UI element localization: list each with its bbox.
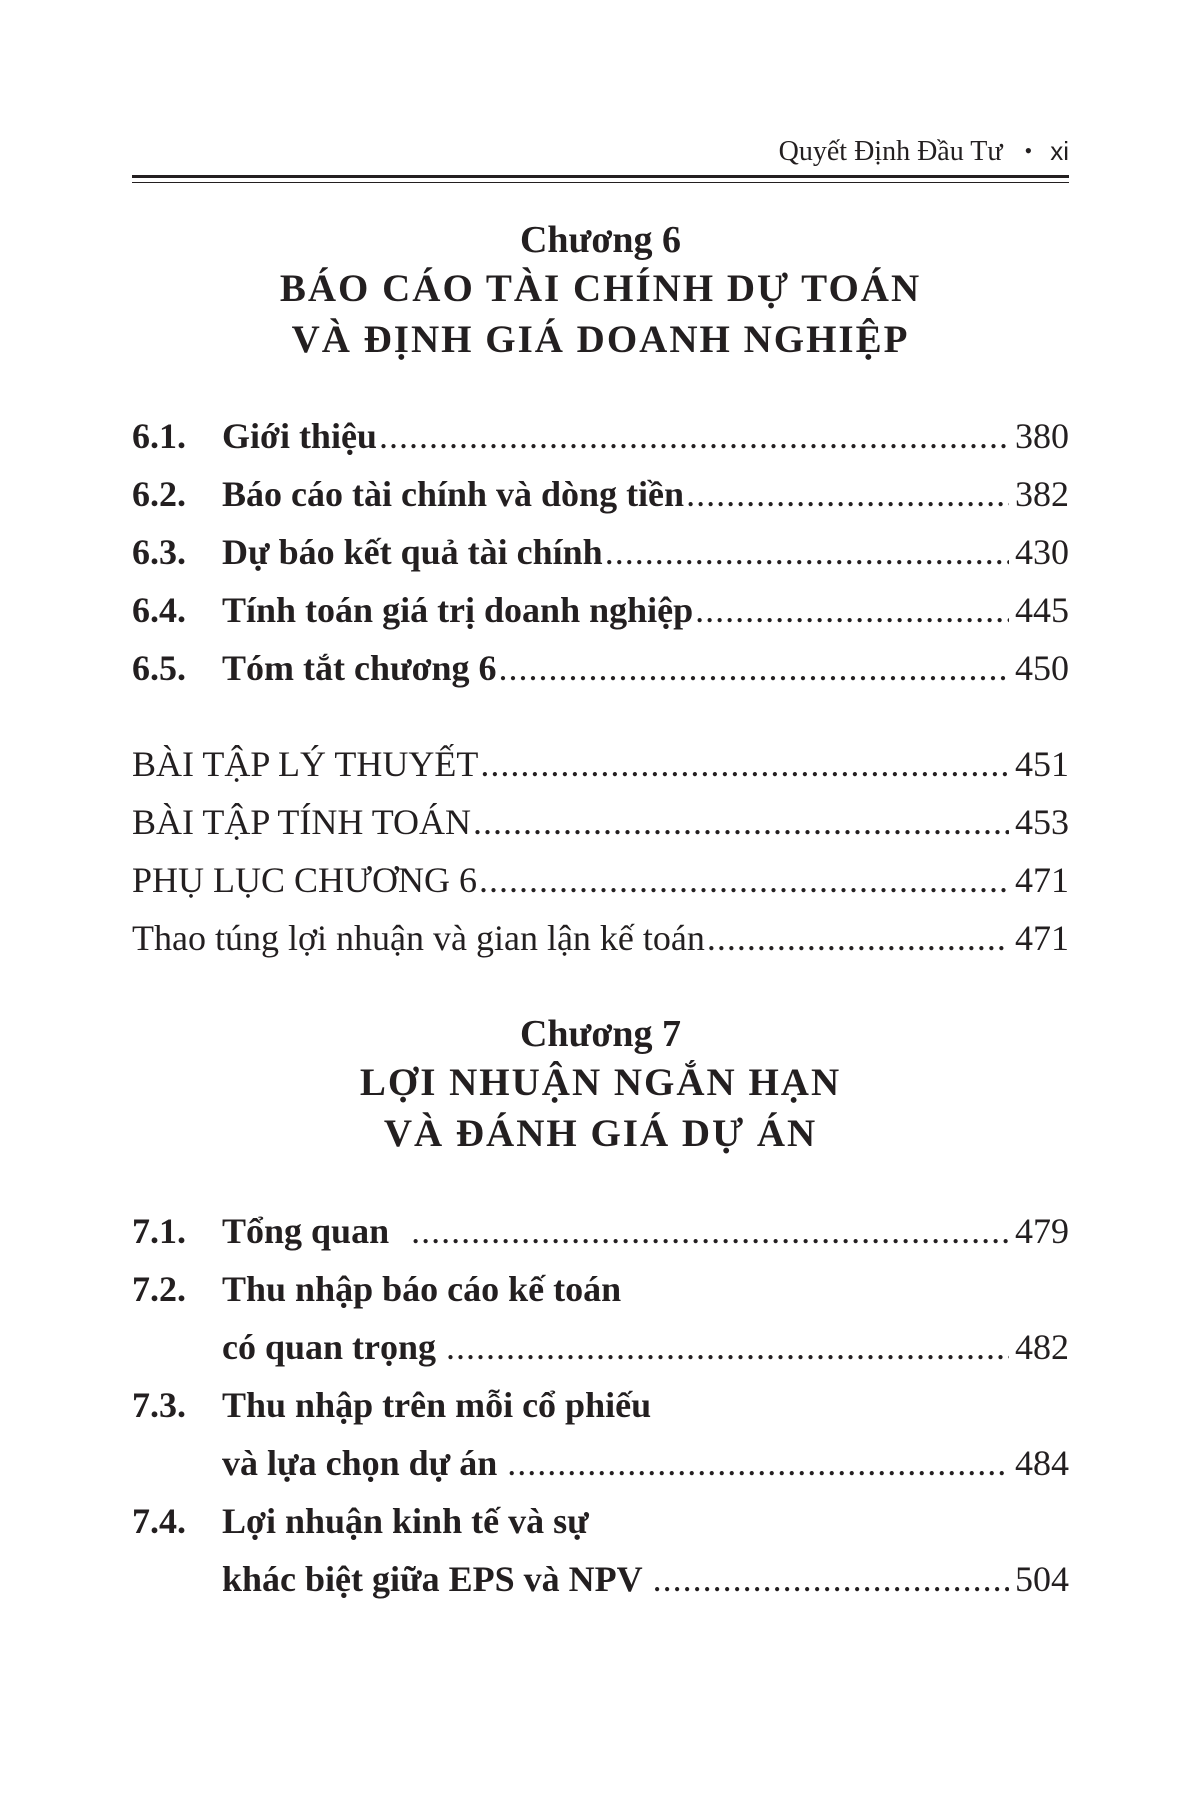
section-page: 479	[1015, 1211, 1069, 1251]
section-title: Tổng quan	[222, 1211, 390, 1251]
toc-entry-6-4[interactable]	[132, 587, 1069, 633]
toc-entry-theory-exercises[interactable]	[132, 741, 1069, 787]
section-number: 6.5.	[132, 648, 186, 688]
section-title-line-2: khác biệt giữa EPS và NPV	[222, 1559, 643, 1599]
section-page: 482	[1015, 1327, 1069, 1367]
toc-entry-calculation-exercises[interactable]	[132, 799, 1069, 845]
chapter-7-title-line-2: VÀ ĐÁNH GIÁ DỰ ÁN	[383, 1112, 818, 1155]
toc-entry-earnings-manipulation[interactable]	[132, 915, 1069, 961]
toc-entry-7-4-line-2[interactable]	[132, 1556, 1069, 1602]
section-title-line-2: và lựa chọn dự án	[222, 1443, 498, 1483]
entry-title: BÀI TẬP TÍNH TOÁN	[132, 802, 472, 842]
dot-leader	[499, 645, 1009, 691]
toc-entry-7-2-line-1[interactable]	[132, 1266, 1069, 1312]
section-page: 450	[1015, 648, 1069, 688]
toc-entry-7-3-line-1[interactable]	[132, 1382, 1069, 1428]
section-page: 382	[1015, 474, 1069, 514]
page-number: xi	[1050, 136, 1069, 166]
dot-leader	[605, 529, 1009, 575]
dot-leader	[686, 471, 1009, 517]
dot-leader	[446, 1324, 1009, 1370]
section-title: Tính toán giá trị doanh nghiệp	[222, 590, 694, 630]
section-number: 6.3.	[132, 532, 186, 572]
section-number: 6.4.	[132, 590, 186, 630]
book-page	[132, 0, 1069, 1801]
entry-page: 471	[1015, 860, 1069, 900]
section-number: 6.2.	[132, 474, 186, 514]
dot-leader	[480, 741, 1009, 787]
section-title-line-2: có quan trọng	[222, 1327, 437, 1367]
entry-title: PHỤ LỤC CHƯƠNG 6	[132, 860, 477, 900]
section-title-line-1: Lợi nhuận kinh tế và sự	[222, 1501, 589, 1541]
chapter-7-label: Chương 7	[519, 1013, 682, 1055]
section-number: 7.4.	[132, 1501, 186, 1541]
toc-entry-6-1[interactable]	[132, 413, 1069, 459]
section-page: 484	[1015, 1443, 1069, 1483]
section-number: 6.1.	[132, 416, 186, 456]
section-title: Giới thiệu	[222, 416, 377, 456]
header-rule-thick	[132, 175, 1069, 178]
entry-page: 453	[1015, 802, 1069, 842]
section-page: 430	[1015, 532, 1069, 572]
toc-entry-7-3-line-2[interactable]	[132, 1440, 1069, 1486]
entry-page: 471	[1015, 918, 1069, 958]
section-title-line-1: Thu nhập báo cáo kế toán	[222, 1269, 622, 1309]
toc-entry-6-2[interactable]	[132, 471, 1069, 517]
chapter-6-title-line-1: BÁO CÁO TÀI CHÍNH DỰ TOÁN	[279, 267, 922, 310]
section-title: Tóm tắt chương 6	[222, 648, 497, 688]
dot-leader	[411, 1208, 1009, 1254]
entry-title: BÀI TẬP LÝ THUYẾT	[132, 744, 479, 784]
section-number: 7.3.	[132, 1385, 186, 1425]
section-number: 7.2.	[132, 1269, 186, 1309]
running-header	[779, 136, 1069, 168]
toc-entry-7-1[interactable]	[132, 1208, 1069, 1254]
section-page: 504	[1015, 1559, 1069, 1599]
dot-leader	[695, 587, 1009, 633]
chapter-7-title-line-1: LỢI NHUẬN NGẮN HẠN	[359, 1061, 842, 1104]
dot-leader	[707, 915, 1009, 961]
section-title: Báo cáo tài chính và dòng tiền	[222, 474, 685, 514]
chapter-7-title	[132, 1057, 1069, 1159]
entry-title: Thao túng lợi nhuận và gian lận kế toán	[132, 918, 705, 958]
dot-leader	[507, 1440, 1009, 1486]
dot-leader	[473, 799, 1009, 845]
chapter-6-title-line-2: VÀ ĐỊNH GIÁ DOANH NGHIỆP	[291, 318, 910, 361]
toc-entry-appendix-6[interactable]	[132, 857, 1069, 903]
bullet-separator: •	[1024, 138, 1033, 163]
entry-page: 451	[1015, 744, 1069, 784]
header-rule-thin	[132, 182, 1069, 183]
dot-leader	[379, 413, 1009, 459]
toc-entry-6-3[interactable]	[132, 529, 1069, 575]
section-page: 380	[1015, 416, 1069, 456]
chapter-6-label: Chương 6	[519, 219, 682, 261]
dot-leader	[479, 857, 1009, 903]
toc-entry-6-5[interactable]	[132, 645, 1069, 691]
book-title: Quyết Định Đầu Tư	[778, 136, 1003, 167]
section-title-line-1: Thu nhập trên mỗi cổ phiếu	[222, 1385, 652, 1425]
toc-entry-7-4-line-1[interactable]	[132, 1498, 1069, 1544]
section-title: Dự báo kết quả tài chính	[222, 532, 603, 572]
section-number: 7.1.	[132, 1211, 186, 1251]
dot-leader	[653, 1556, 1009, 1602]
chapter-6-title	[132, 263, 1069, 365]
section-page: 445	[1015, 590, 1069, 630]
toc-entry-7-2-line-2[interactable]	[132, 1324, 1069, 1370]
